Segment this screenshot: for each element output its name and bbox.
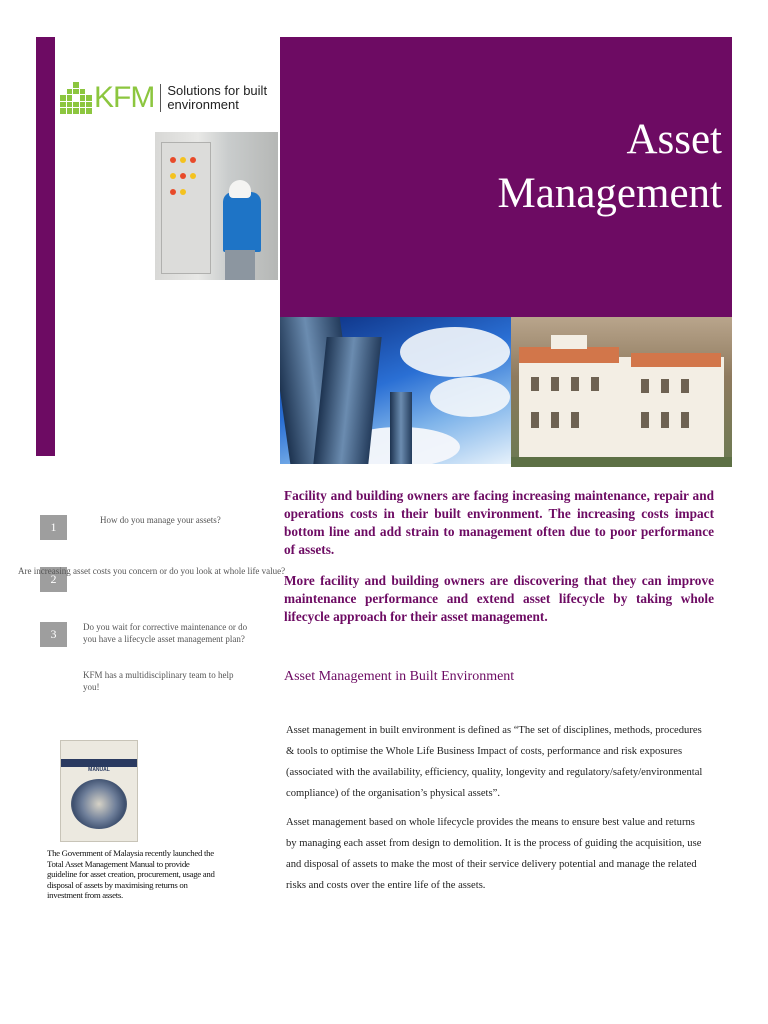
question-text-3: Do you wait for corrective maintenance or do you have a lifecycle asset management plan?	[83, 622, 248, 644]
left-accent-bar	[36, 37, 55, 456]
title-line1: Asset	[626, 116, 722, 163]
intro-paragraph-2: More facility and building owners are discovering that they can improve maintenance performance and extend asset lifecycle by taking whole lifecycle approach for their asset management.	[284, 573, 714, 624]
team-note: KFM has a multidisciplinary team to help you!	[83, 670, 234, 692]
logo-tagline	[160, 84, 267, 112]
logo-wordmark: KFM	[94, 81, 155, 114]
question-text-2: Are increasing asset costs you concern or do you look at whole life value?	[18, 566, 286, 576]
question-number-3: 3	[40, 622, 67, 647]
page-title	[498, 113, 722, 221]
manual-cover-image	[60, 740, 138, 842]
title-line2: Management	[497, 170, 722, 217]
body-paragraph-1: Asset management in built environment is defined as “The set of disciplines, methods, procedures & tools to optimise the Whole Life Business Impact of costs, performance and risk exposures (associated with the availability, efficiency, quality, longevity and regulatory/safety/environmental compliance) of the organisation’s physical assets”.	[286, 725, 703, 799]
section-heading: Asset Management in Built Environment	[284, 669, 515, 684]
question-number-2: 2	[40, 567, 67, 592]
manual-cover-title: MANUAL	[88, 767, 110, 773]
question-number-1: 1	[40, 515, 67, 540]
question-text-1: How do you manage your assets?	[100, 515, 221, 525]
kfm-logo	[60, 80, 275, 116]
logo-tagline-line2: environment	[167, 97, 239, 112]
logo-tagline-line1: Solutions for built	[167, 83, 268, 98]
kfm-logo-mark-icon	[60, 82, 92, 114]
intro-paragraph-1: Facility and building owners are facing increasing maintenance, repair and operations costs in their built environment. The increasing costs impact bottom line and add strain to management often due to poor performance of assets.	[284, 488, 714, 557]
technician-photo	[155, 132, 278, 280]
body-paragraph-2: Asset management based on whole lifecycle provides the means to ensure best value and returns by managing each asset from design to demolition. It is the process of guiding the acquisition, use and disposal of assets to make the most of their service delivery potential and manage the related risks and costs over the entire life of the assets.	[286, 817, 702, 891]
skyscraper-photo	[280, 317, 511, 464]
title-banner	[280, 37, 732, 317]
heritage-building-photo	[511, 317, 732, 467]
manual-caption: The Government of Malaysia recently launched the Total Asset Management Manual to provide guideline for asset creation, procurement, usage and disposal of assets by maximising returns on investment from assets.	[47, 848, 215, 900]
